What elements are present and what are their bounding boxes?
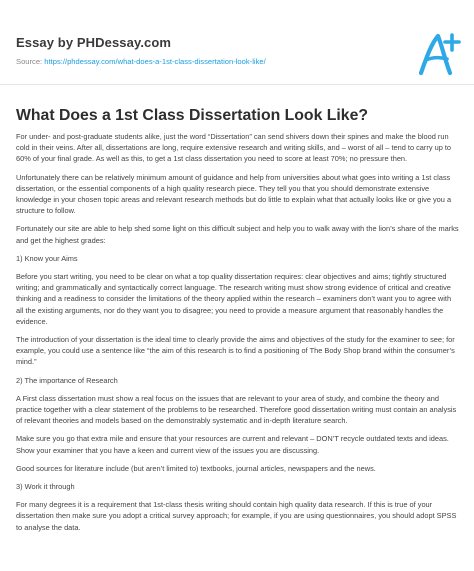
source-label: Source: <box>16 57 45 66</box>
heading-know-your-aims: 1) Know your Aims <box>16 253 78 263</box>
paragraph-help: Fortunately our site are able to help shed some light on this difficult subject and help you to walk away with the lion’s share of the marks and get the highest grades: <box>16 224 459 245</box>
paragraph-resources: Make sure you go that extra mile and ensure that your resources are current and relevant – DON’T recycle outdated texts and ideas. Show your examiner that you have a keen and current view of the issues you are discussing. <box>16 434 449 455</box>
paragraph-guidance: Unfortunately there can be relatively minimum amount of guidance and help from universities about what goes into writing a 1st class dissertation, or the essential components of a high quality research piece. They tell you that you should demonstrate extensive knowledge in your chosen topic areas and relevant research methods but do little to explain what that actually looks like or give you a structure to follow. <box>16 172 452 216</box>
paragraph-intro: For under- and post-graduate students alike, just the word “Dissertation” can send shivers down their spines and make the blood run cold in their veins. After all, dissertations are long, require extensive research and writing skills, and – worst of all – tend to carry up to 60% of your final grade. As well as this, to get a 1st class dissertation you need to score at least 70%; no pressure then. <box>16 132 452 164</box>
source-line <box>16 57 266 66</box>
site-brand[interactable]: Essay by PHDessay.com <box>16 35 172 50</box>
site-header <box>0 0 474 82</box>
paragraph-sources: Good sources for literature include (but aren’t limited to) textbooks, journal articles, newspapers and the news. <box>16 463 376 473</box>
paragraph-introduction: The introduction of your dissertation is the ideal time to clearly provide the aims and objectives of the study for the examiner to see; for example, you could use a sentence like “the aim of this research is to find a positioning of The Body Shop brand within the consumer’s mind.” <box>16 335 455 367</box>
heading-work-it-through: 3) Work it through <box>16 482 75 492</box>
article-title: What Does a 1st Class Dissertation Look Like? <box>16 107 369 124</box>
heading-importance-of-research: 2) The importance of Research <box>16 375 118 385</box>
header-divider <box>0 84 474 85</box>
paragraph-research: A First class dissertation must show a real focus on the issues that are relevant to your area of study, and combine the theory and practice together with a clear statement of the problems to be researched. Therefore good dissertation writing must contain an analysis of relevant theories and models based on the demonstrably systematic and in-depth literature search. <box>16 393 457 426</box>
a-plus-logo-icon[interactable] <box>413 29 463 79</box>
article-body <box>16 131 460 540</box>
source-link[interactable]: https://phdessay.com/what-does-a-1st-class-dissertation-look-like/ <box>44 57 266 66</box>
paragraph-data-research: For many degrees it is a requirement that 1st-class thesis writing should contain high quality data research. If this is true of your dissertation then make sure you adopt a critical survey approach; for example, if you are using questionnaires, you should adopt SPSS to analyse the data. <box>16 500 457 532</box>
paragraph-aims: Before you start writing, you need to be clear on what a top quality dissertation requires: clear objectives and aims; tightly structured writing; and grammatically and syntactically correct language. The research writing must show strong evidence of critical and creative thinking and a readiness to consider the limitations of the theory applied within the research – examiners don’t want you to agree with all the existing arguments, nor do they want you to disagree; you need to provide a measure argument that reasonably handles the evidence. <box>16 272 452 326</box>
